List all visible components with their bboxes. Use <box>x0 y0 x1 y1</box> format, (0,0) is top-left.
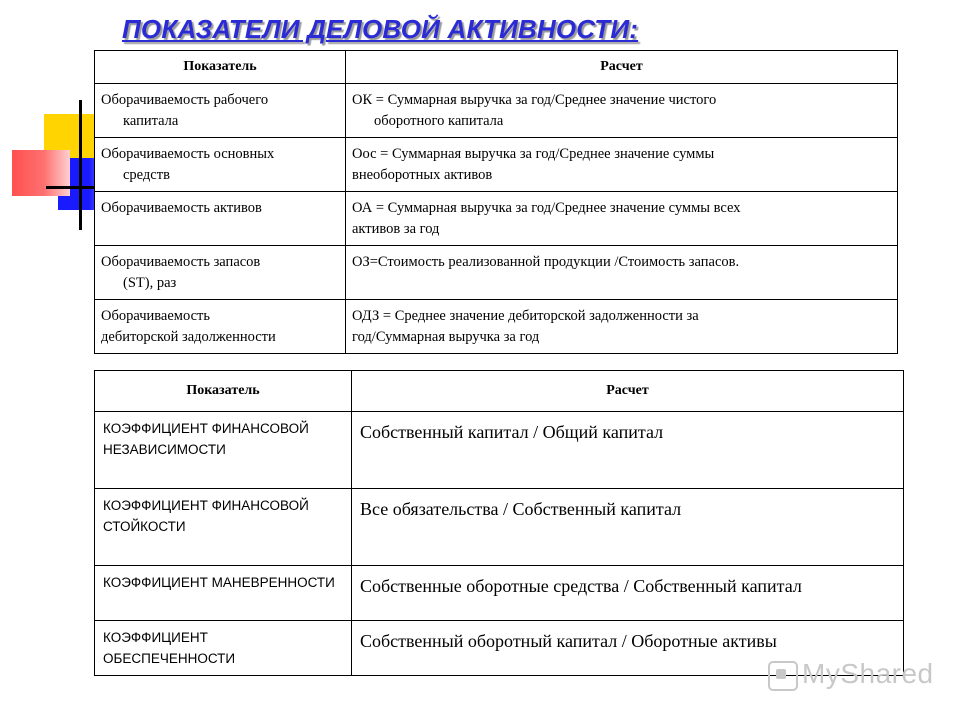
indicator-cell: Оборачиваемость основных средств <box>95 138 346 192</box>
vertical-line-decoration <box>79 100 82 230</box>
business-activity-table <box>94 50 898 354</box>
table-header-row <box>95 371 904 412</box>
indicator-cell: КОЭФФИЦИЕНТ МАНЕВРЕННОСТИ <box>95 566 352 621</box>
indicator-cell: Оборачиваемость рабочего капитала <box>95 84 346 138</box>
table-header-row <box>95 51 898 84</box>
red-square-decoration <box>12 150 70 196</box>
calculation-cell: Все обязательства / Собственный капитал <box>352 489 904 566</box>
column-header-indicator: Показатель <box>95 51 346 84</box>
indicator-cell: КОЭФФИЦИЕНТ ФИНАНСОВОЙ СТОЙКОСТИ <box>95 489 352 566</box>
table-row <box>95 138 898 192</box>
column-header-indicator: Показатель <box>95 371 352 412</box>
logo-icon <box>768 661 798 691</box>
table-row <box>95 566 904 621</box>
calculation-cell: ОА = Суммарная выручка за год/Среднее значение суммы всех активов за год <box>346 192 898 246</box>
watermark-text: MyShared <box>802 658 934 689</box>
table-row <box>95 84 898 138</box>
page-title: ПОКАЗАТЕЛИ ДЕЛОВОЙ АКТИВНОСТИ: <box>122 14 639 44</box>
calculation-cell: ОДЗ = Среднее значение дебиторской задолженности за год/Суммарная выручка за год <box>346 300 898 354</box>
indicator-cell: Оборачиваемость запасов (ST), раз <box>95 246 346 300</box>
indicator-cell: КОЭФФИЦИЕНТ ОБЕСПЕЧЕННОСТИ <box>95 621 352 676</box>
calculation-cell: Собственные оборотные средства / Собственный капитал <box>352 566 904 621</box>
calculation-cell: Собственный оборотный капитал / Оборотные активы <box>352 621 904 676</box>
indicator-cell: Оборачиваемость дебиторской задолженности <box>95 300 346 354</box>
column-header-calculation: Расчет <box>346 51 898 84</box>
column-header-calculation: Расчет <box>352 371 904 412</box>
indicator-cell: Оборачиваемость активов <box>95 192 346 246</box>
table-row <box>95 300 898 354</box>
calculation-cell: ОЗ=Стоимость реализованной продукции /Стоимость запасов. <box>346 246 898 300</box>
financial-ratios-table <box>94 370 904 676</box>
calculation-cell: Собственный капитал / Общий капитал <box>352 412 904 489</box>
indicator-cell: КОЭФФИЦИЕНТ ФИНАНСОВОЙ НЕЗАВИСИМОСТИ <box>95 412 352 489</box>
table-row <box>95 489 904 566</box>
table-row <box>95 412 904 489</box>
table-row <box>95 192 898 246</box>
calculation-cell: ОК = Суммарная выручка за год/Среднее значение чистого оборотного капитала <box>346 84 898 138</box>
calculation-cell: Оос = Суммарная выручка за год/Среднее значение суммы внеоборотных активов <box>346 138 898 192</box>
table-row <box>95 246 898 300</box>
watermark-logo <box>768 658 938 694</box>
